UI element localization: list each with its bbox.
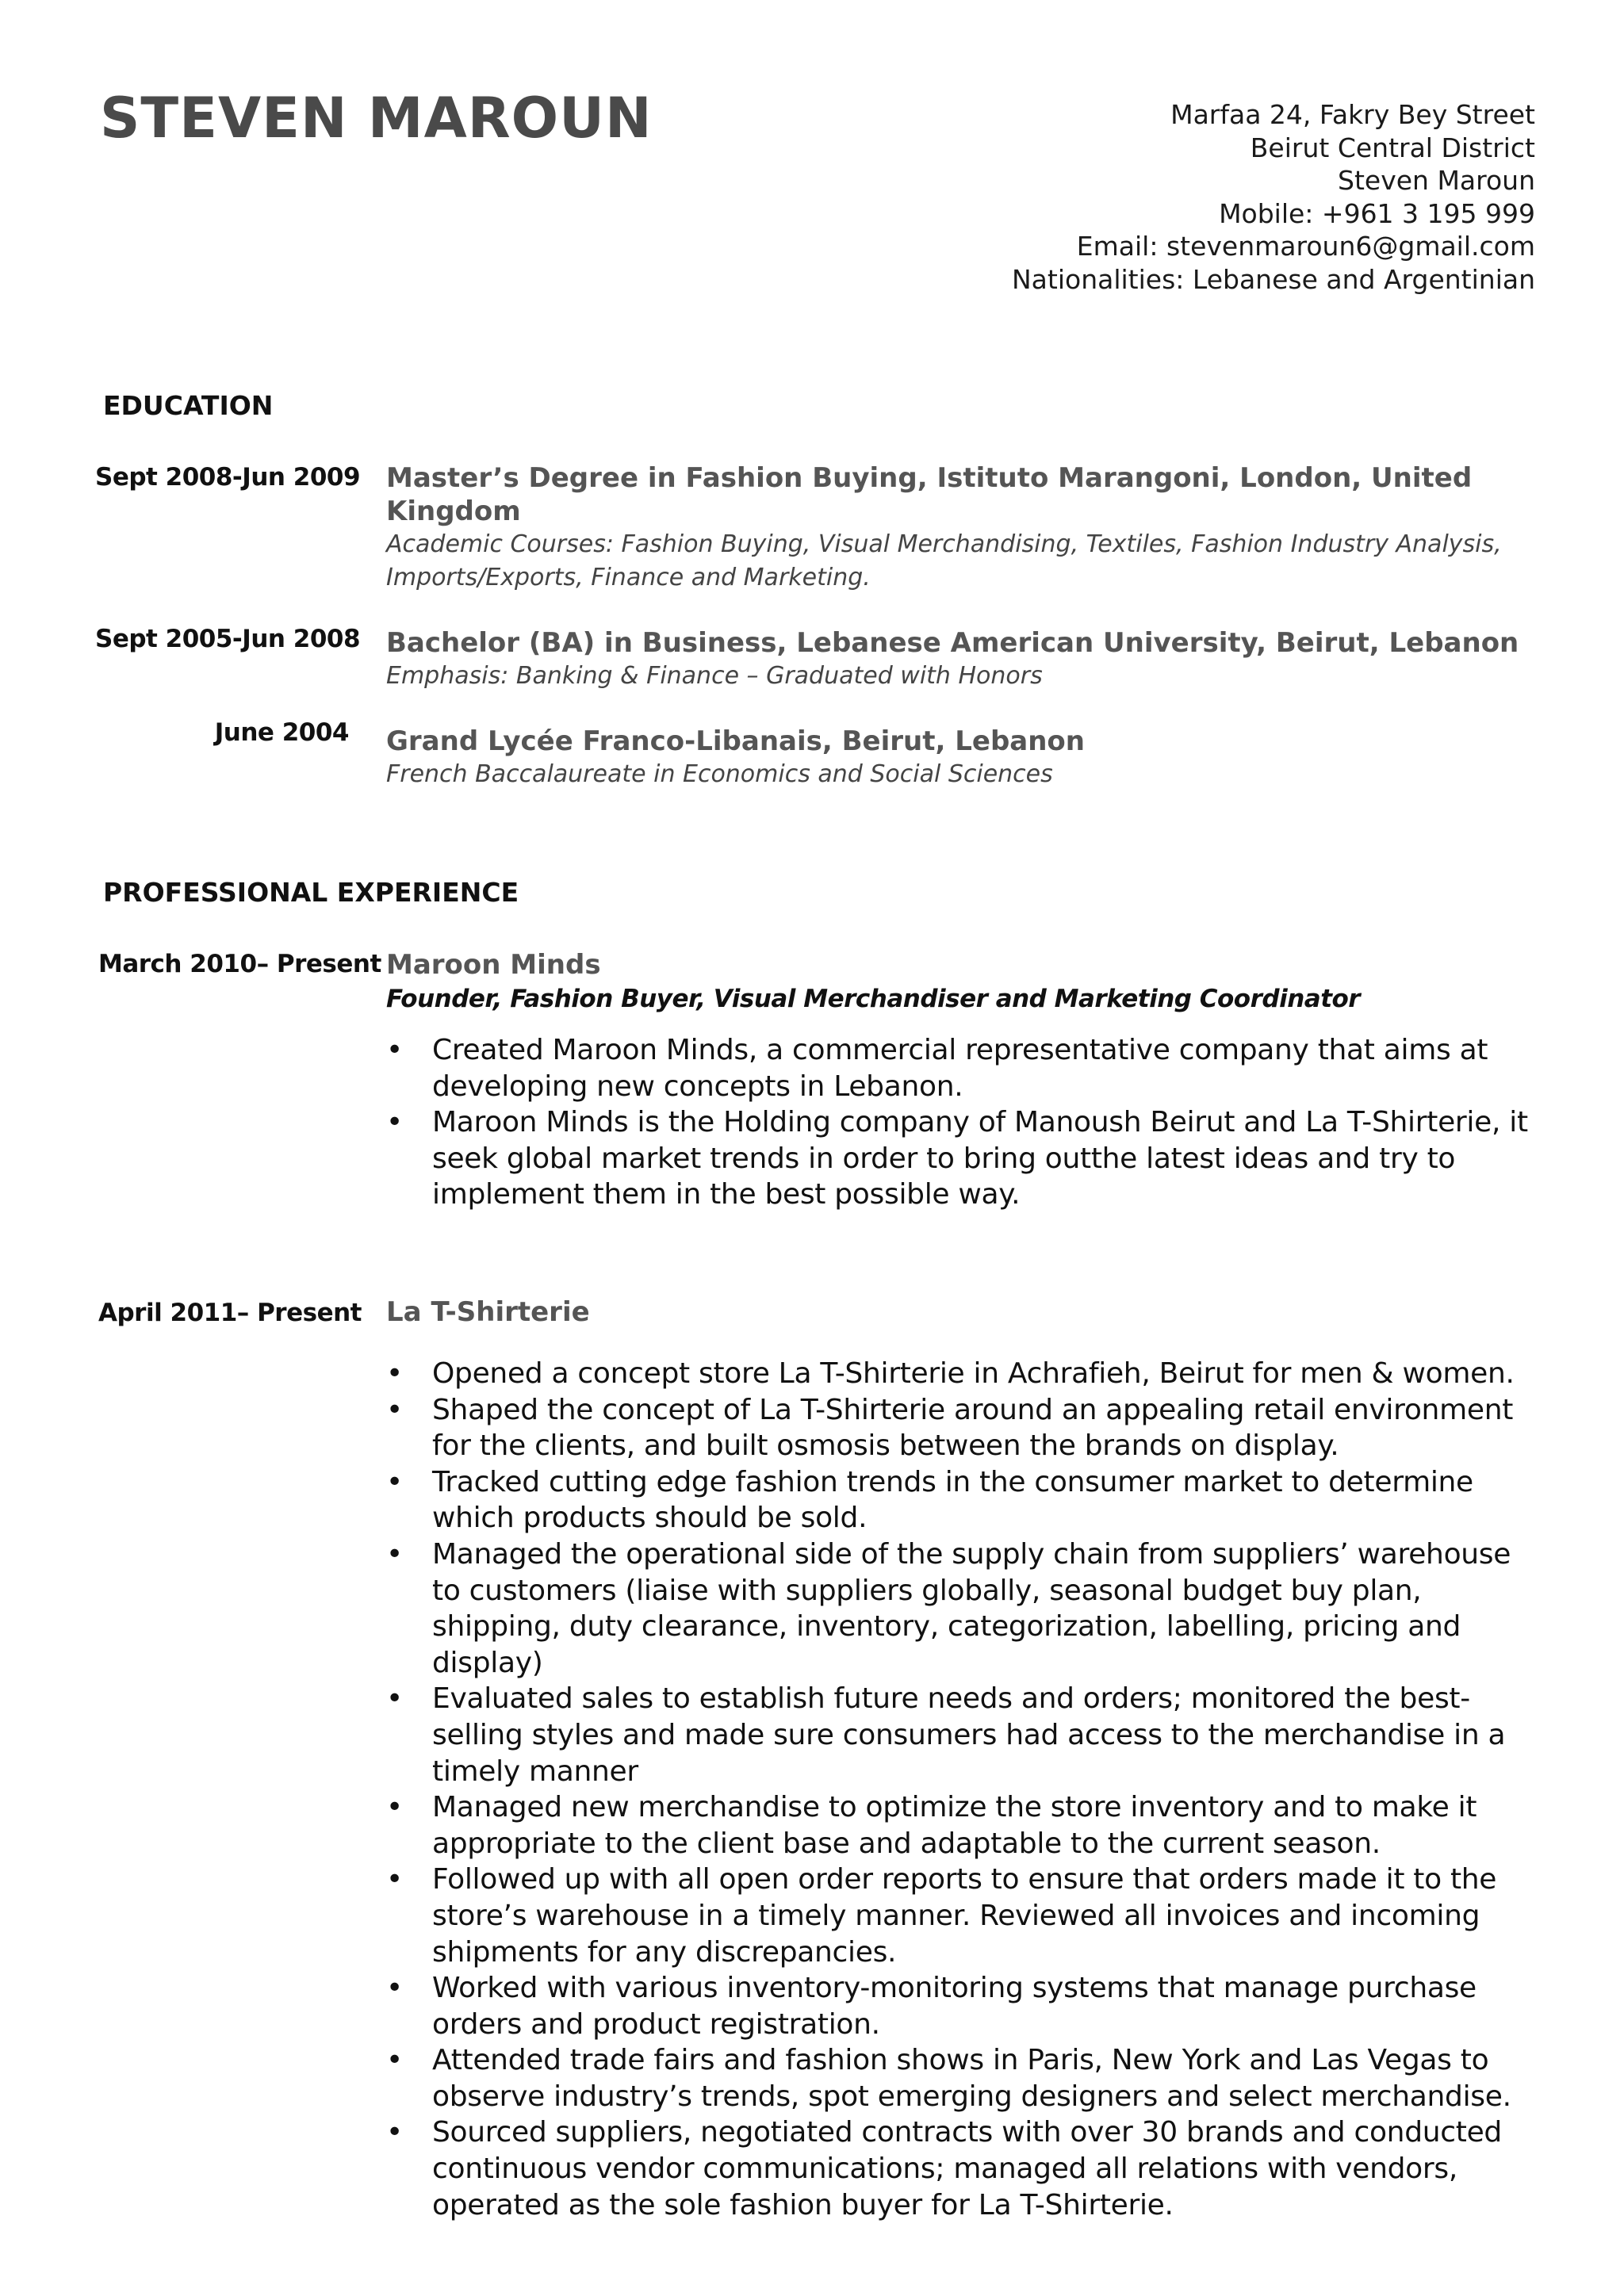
list-item: • Maroon Minds is the Holding company of Manoush Beirut and La T-Shirterie, it seek global market trends in order to bring outthe latest ideas and try to implement them in the best possible way. bbox=[386, 1106, 1528, 1211]
contact-mobile: Mobile: +961 3 195 999 bbox=[1219, 197, 1535, 229]
list-item: • Managed new merchandise to optimize the store inventory and to make it appropriate to the client base and adaptable to the current season. bbox=[386, 1791, 1477, 1860]
list-item: • Opened a concept store La T-Shirterie in Achrafieh, Beirut for men & women. bbox=[386, 1357, 1515, 1390]
contact-nationalities: Nationalities: Lebanese and Argentinian bbox=[1012, 263, 1535, 295]
company-name: La T-Shirterie bbox=[386, 1296, 590, 1328]
education-entry bbox=[386, 461, 1544, 594]
education-entry bbox=[386, 626, 1544, 693]
experience-heading: PROFESSIONAL EXPERIENCE bbox=[103, 877, 519, 908]
responsibility-list bbox=[386, 1356, 1532, 2223]
degree-title: Master’s Degree in Fashion Buying, Istituto Marangoni, London, United Kingdom bbox=[386, 462, 1473, 527]
applicant-name: STEVEN MAROUN bbox=[100, 86, 653, 151]
degree-details: French Baccalaureate in Economics and Social Sciences bbox=[386, 760, 1053, 788]
list-item: • Sourced suppliers, negotiated contracts with over 30 brands and conducted continuous vendor communications; managed all relations with vendors, operated as the sole fashion buyer for La T-Shirterie. bbox=[386, 2116, 1502, 2221]
company-name: Maroon Minds bbox=[386, 949, 601, 981]
experience-entry-la-t-shirterie bbox=[386, 1295, 1544, 2223]
contact-address: Marfaa 24, Fakry Bey Street bbox=[1170, 99, 1535, 130]
degree-details: Academic Courses: Fashion Buying, Visual Merchandising, Textiles, Fashion Industry Analysis, Imports/Exports, Finance and Marketing. bbox=[386, 530, 1502, 591]
job-role: Founder, Fashion Buyer, Visual Merchandiser and Marketing Coordinator bbox=[386, 985, 1361, 1013]
education-date: Sept 2005-Jun 2008 bbox=[95, 625, 361, 653]
list-item: • Tracked cutting edge fashion trends in the consumer market to determine which products should be sold. bbox=[386, 1465, 1473, 1535]
experience-date: April 2011– Present bbox=[98, 1299, 362, 1327]
contact-name: Steven Maroun bbox=[1338, 165, 1535, 196]
list-item: • Shaped the concept of La T-Shirterie around an appealing retail environment for the clients, and built osmosis between the brands on display. bbox=[386, 1393, 1514, 1463]
list-item: • Worked with various inventory-monitoring systems that manage purchase orders and product registration. bbox=[386, 1972, 1477, 2041]
contact-email: Email: stevenmaroun6@gmail.com bbox=[1076, 231, 1535, 262]
education-heading: EDUCATION bbox=[103, 390, 274, 421]
list-item: • Attended trade fairs and fashion shows in Paris, New York and Las Vegas to observe industry’s trends, spot emerging designers and select merchandise. bbox=[386, 2044, 1511, 2113]
contact-district: Beirut Central District bbox=[1250, 132, 1535, 163]
degree-details: Emphasis: Banking & Finance – Graduated with Honors bbox=[386, 662, 1043, 690]
list-item: • Evaluated sales to establish future needs and orders; monitored the best-selling styles and made sure consumers had access to the merchandise in a timely manner bbox=[386, 1682, 1506, 1788]
responsibility-list bbox=[386, 1032, 1532, 1213]
degree-title: Bachelor (BA) in Business, Lebanese American University, Beirut, Lebanon bbox=[386, 627, 1519, 659]
experience-entry-maroon-minds bbox=[386, 948, 1544, 1213]
education-date: Sept 2008-Jun 2009 bbox=[95, 463, 361, 492]
list-item: • Managed the operational side of the supply chain from suppliers’ warehouse to customers (liaise with suppliers globally, seasonal budget buy plan, shipping, duty clearance, inventory, categorization, labelling, pricing and display) bbox=[386, 1537, 1511, 1679]
degree-title: Grand Lycée Franco-Libanais, Beirut, Lebanon bbox=[386, 725, 1085, 757]
list-item: • Created Maroon Minds, a commercial representative company that aims at developing new concepts in Lebanon. bbox=[386, 1034, 1488, 1103]
experience-date: March 2010– Present bbox=[98, 950, 381, 978]
list-item: • Followed up with all open order reports to ensure that orders made it to the store’s warehouse in a timely manner. Reviewed all invoices and incoming shipments for any discrepancies. bbox=[386, 1863, 1497, 1969]
contact-block bbox=[822, 98, 1535, 296]
education-entry bbox=[386, 725, 1544, 791]
education-date: June 2004 bbox=[214, 718, 349, 747]
